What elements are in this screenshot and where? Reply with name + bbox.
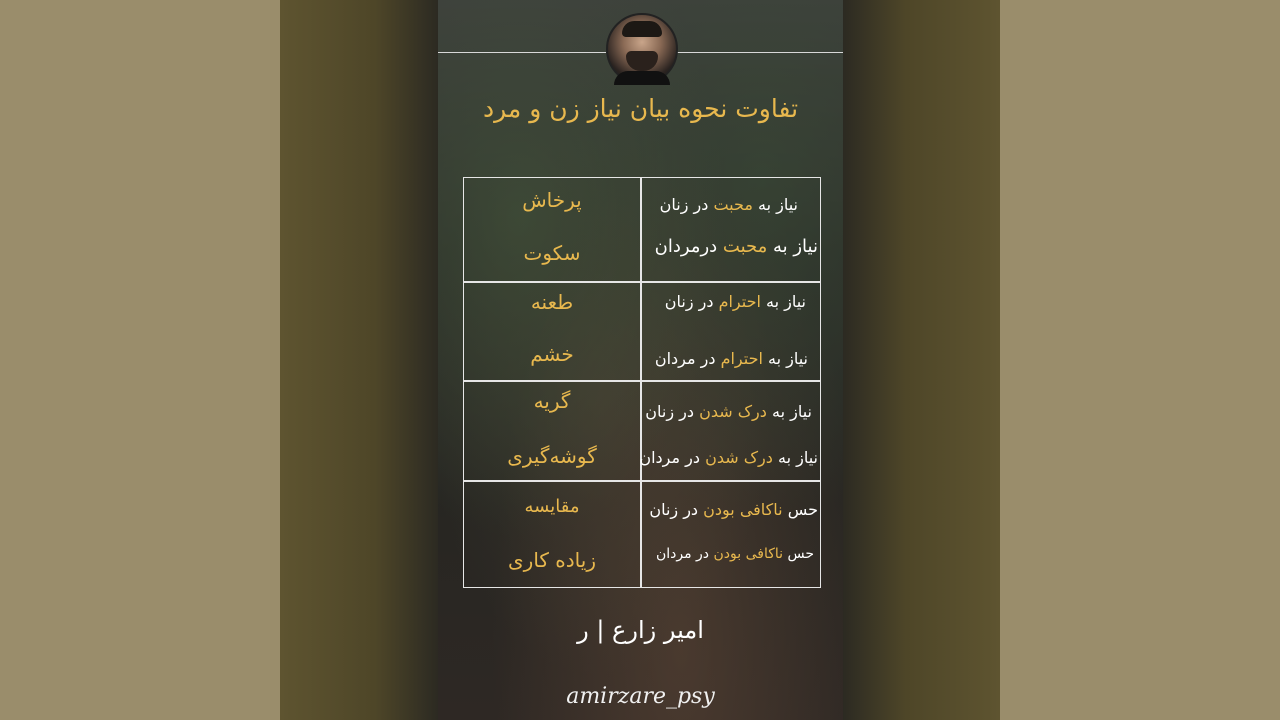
need-prefix: نیاز به: [762, 349, 808, 368]
avatar-beard: [626, 51, 658, 71]
response-men-row1: سکوت: [523, 241, 581, 265]
need-women-row3: [645, 402, 812, 421]
post-card: [438, 0, 843, 720]
need-women-row4: [649, 500, 818, 519]
right-background-panel: [1000, 0, 1280, 720]
need-keyword: درک شدن: [705, 448, 773, 467]
need-men-row2: [655, 349, 808, 368]
left-shadow-gradient: [280, 0, 438, 720]
response-women-row4: مقایسه: [524, 496, 580, 517]
response-women-row1: پرخاش: [522, 188, 582, 212]
need-suffix: در زنان: [664, 292, 719, 311]
need-prefix: نیاز به: [766, 402, 812, 421]
table-column-divider: [640, 178, 642, 587]
need-keyword: ناکافی بودن: [703, 500, 783, 519]
need-men-row4: [656, 546, 814, 562]
comparison-table: [463, 177, 821, 588]
right-shadow-gradient: [843, 0, 1000, 720]
need-prefix: نیاز به: [767, 236, 818, 257]
response-men-row3: گوشه‌گیری: [507, 444, 597, 468]
need-suffix: در زنان: [645, 402, 700, 421]
header-rule-left: [438, 52, 606, 53]
need-prefix: حس: [783, 546, 814, 562]
need-suffix: در مردان: [655, 546, 714, 562]
need-keyword: ناکافی بودن: [713, 546, 784, 562]
response-men-row4: زیاده کاری: [508, 548, 596, 572]
need-men-row1: [655, 236, 818, 257]
avatar-shirt: [614, 71, 670, 85]
header-rule-right: [676, 52, 843, 53]
post-title: تفاوت نحوه بیان نیاز زن و مرد: [482, 94, 799, 123]
table-row-divider: [464, 281, 820, 283]
response-women-row2: طعنه: [530, 290, 574, 314]
avatar-hair: [622, 21, 662, 37]
need-women-row2: [665, 292, 806, 311]
need-suffix: درمردان: [654, 236, 723, 257]
social-handle: amirzare_psy: [566, 684, 715, 709]
need-suffix: در زنان: [649, 500, 704, 519]
need-keyword: درک شدن: [699, 402, 767, 421]
author-signature: امیر زارع | ر: [577, 616, 704, 644]
need-prefix: نیاز به: [752, 195, 798, 214]
response-men-row2: خشم: [530, 342, 574, 366]
need-keyword: احترام: [720, 349, 763, 368]
need-prefix: نیاز به: [760, 292, 806, 311]
need-suffix: در مردان: [639, 448, 706, 467]
left-background-panel: [0, 0, 280, 720]
need-keyword: احترام: [718, 292, 761, 311]
need-suffix: در زنان: [659, 195, 714, 214]
table-row-divider: [464, 480, 820, 482]
need-prefix: حس: [782, 500, 818, 519]
need-prefix: نیاز به: [772, 448, 818, 467]
need-keyword: محبت: [713, 195, 753, 214]
need-women-row1: [660, 195, 798, 214]
author-avatar: [606, 13, 678, 85]
need-keyword: محبت: [722, 236, 768, 257]
need-men-row3: [639, 448, 818, 467]
need-suffix: در مردان: [654, 349, 721, 368]
response-women-row3: گریه: [533, 389, 571, 413]
table-row-divider: [464, 380, 820, 382]
